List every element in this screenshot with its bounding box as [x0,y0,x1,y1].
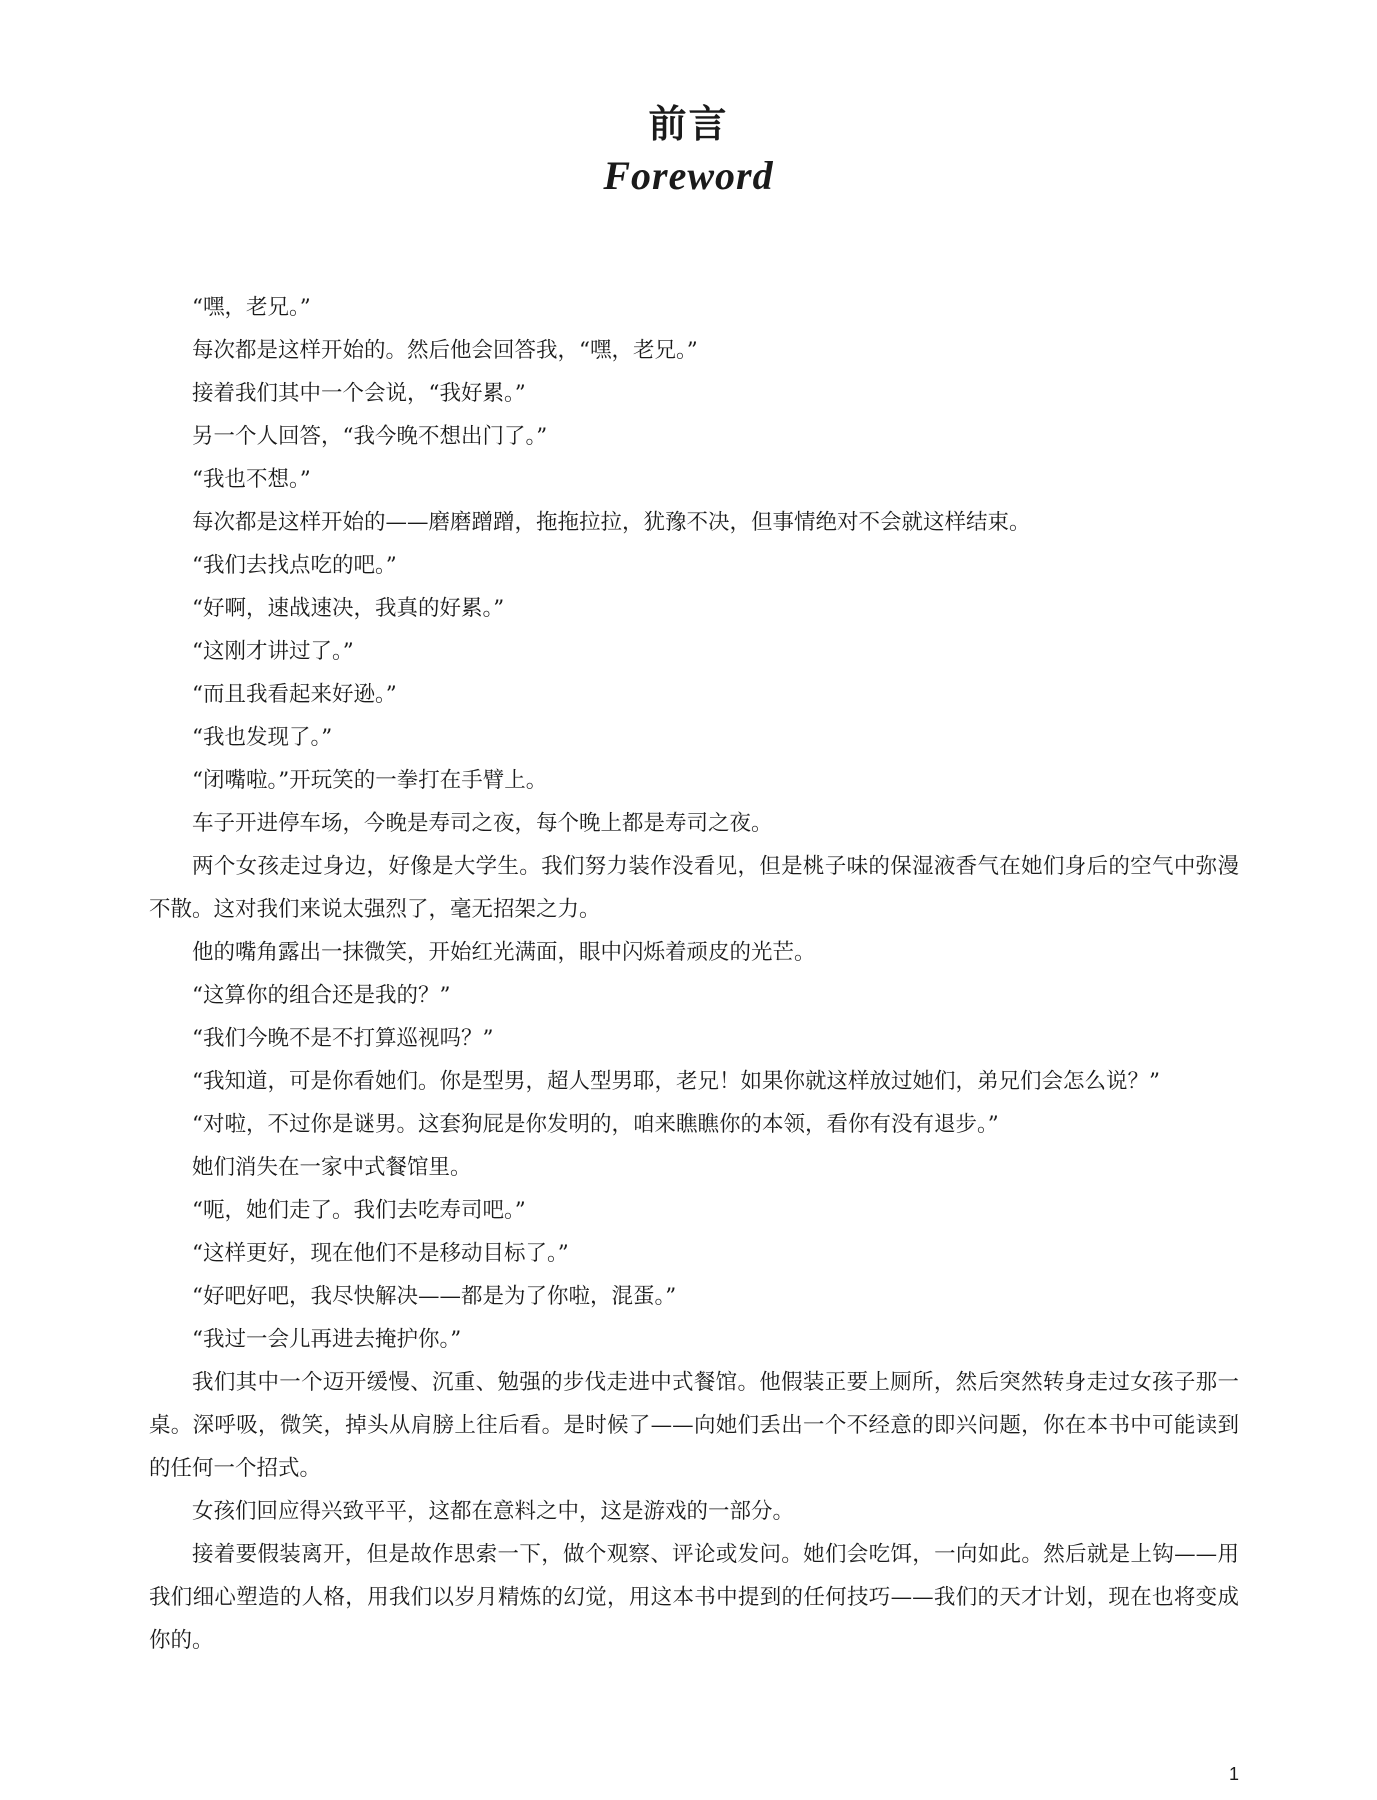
paragraph: 我们其中一个迈开缓慢、沉重、勉强的步伐走进中式餐馆。他假装正要上厕所，然后突然转身走过女孩子那一桌。深呼吸，微笑，掉头从肩膀上往后看。是时候了——向她们丢出一个不经意的即兴问题，你在本书中可能读到的任何一个招式。 [149,1370,1239,1481]
paragraph: “嘿，老兄。” [192,295,311,320]
paragraph: “呃，她们走了。我们去吃寿司吧。” [192,1198,526,1223]
paragraph: “好吧好吧，我尽快解决——都是为了你啦，混蛋。” [192,1284,677,1309]
chapter-title-chinese: 前言 [648,102,729,146]
paragraph: 他的嘴角露出一抹微笑，开始红光满面，眼中闪烁着顽皮的光芒。 [192,940,816,965]
paragraph: 每次都是这样开始的。然后他会回答我，“嘿，老兄。” [192,338,698,363]
paragraph: “我们今晚不是不打算巡视吗？” [192,1026,494,1051]
paragraph: “我也发现了。” [192,725,333,750]
paragraph: 两个女孩走过身边，好像是大学生。我们努力装作没看见，但是桃子味的保湿液香气在她们身后的空气中弥漫不散。这对我们来说太强烈了，毫无招架之力。 [149,854,1239,922]
paragraph: 每次都是这样开始的——磨磨蹭蹭，拖拖拉拉，犹豫不决，但事情绝对不会就这样结束。 [192,510,1031,535]
body-text [149,286,1239,1662]
paragraph: “这算你的组合还是我的？” [192,983,451,1008]
paragraph: 接着我们其中一个会说，“我好累。” [192,381,526,406]
paragraph: “我过一会儿再进去掩护你。” [192,1327,462,1352]
paragraph: “这样更好，现在他们不是移动目标了。” [192,1241,569,1266]
paragraph: 女孩们回应得兴致平平，这都在意料之中，这是游戏的一部分。 [192,1499,795,1524]
paragraph: “我们去找点吃的吧。” [192,553,397,578]
paragraph: 她们消失在一家中式餐馆里。 [192,1155,472,1180]
paragraph: 接着要假装离开，但是故作思索一下，做个观察、评论或发问。她们会吃饵，一向如此。然后就是上钩——用我们细心塑造的人格，用我们以岁月精炼的幻觉，用这本书中提到的任何技巧——我们的天才计划，现在也将变成你的。 [149,1542,1239,1653]
paragraph: “对啦，不过你是谜男。这套狗屁是你发明的，咱来瞧瞧你的本领，看你有没有退步。” [192,1112,999,1137]
paragraph: “闭嘴啦。”开玩笑的一拳打在手臂上。 [192,768,548,793]
paragraph: 车子开进停车场，今晚是寿司之夜，每个晚上都是寿司之夜。 [192,811,773,836]
page-number: 1 [1228,1764,1239,1784]
paragraph: “我知道，可是你看她们。你是型男，超人型男耶，老兄！如果你就这样放过她们，弟兄们会怎么说？” [192,1069,1160,1094]
paragraph: “我也不想。” [192,467,311,492]
paragraph: “而且我看起来好逊。” [192,682,397,707]
paragraph: “好啊，速战速决，我真的好累。” [192,596,505,621]
chapter-title-english: Foreword [603,153,774,198]
paragraph: 另一个人回答，“我今晚不想出门了。” [192,424,548,449]
paragraph: “这刚才讲过了。” [192,639,354,664]
